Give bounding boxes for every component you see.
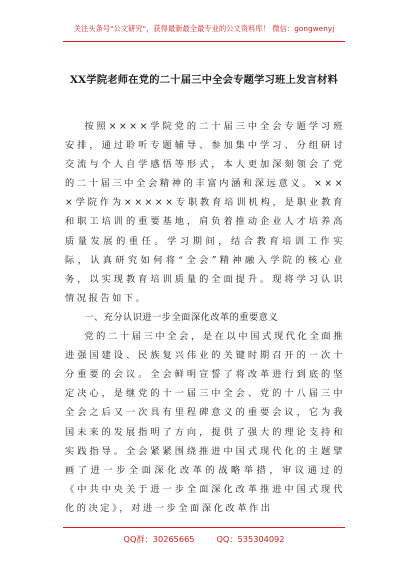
header-banner: 关注头条号"公文研究"，获得最新最全最专业的公文资料库！ 微信：gongwenyj [73,24,335,33]
section-heading: 一、充分认识进一步全面深化改革的重要意义 [84,311,279,323]
body-paragraph: 党的二十届三中全会，是在以中国式现代化全面推进强国建设、民族复兴伟业的关键时期召开的一次十分重要的会议。全会鲜明宣誓了将改革进行到底的坚定决心，是继党的十一届三中全会、党的十八届三中全会之后又一次具有里程碑意义的重要会议，它为我国未来的发展指明了方向，提供了强大的理论支持和实践指导。全会紧紧围绕推进中国式现代化的主题擘画了进一步全面深化改革的战略举措，审议通过的《中共中央关于进一步全面深化改革推进中国式现代化的决定》，对进一步全面深化改革作出 [65,331,345,514]
document-title: XX学院老师在党的二十届三中全会专题学习班上发言材料 [69,74,339,86]
footer-qq: QQ：535304092 [216,534,285,544]
intro-paragraph: 按照××××学院党的二十届三中全会专题学习班安排，通过聆听专题辅导、参加集中学习、分组研讨交流与个人自学感悟等形式，本人更加深刻领会了党的二十届三中全会精神的丰富内涵和深远意义。××××学院作为×××××专职教育培训机构，是职业教育和职工培训的重要基地，肩负着推动企业人才培养高质量发展的重任。学习期间，结合教育培训工作实际，认真研究如何将“全会”精神融入学院的核心业务，以实现教育培训质量的全面提升。现将学习认识情况报告如下。 [65,121,345,304]
document-body [65,117,345,518]
footer-divider [63,527,345,528]
header-divider [63,41,345,42]
footer-qq-group: QQ群：30265665 [123,534,195,544]
footer-contact [0,534,408,545]
